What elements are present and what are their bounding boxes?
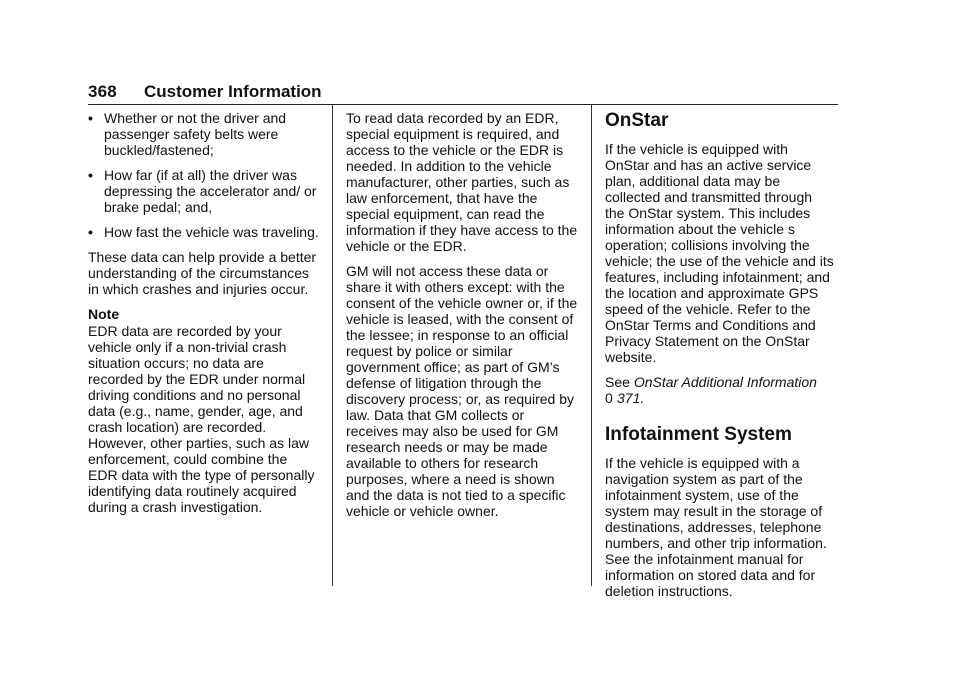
- page-ref-number[interactable]: 371.: [617, 390, 645, 406]
- bullet-text: Whether or not the driver and passenger safety belts were buckled/fastened;: [104, 110, 287, 158]
- column-2: [346, 110, 578, 528]
- bullet-item: [88, 224, 320, 240]
- see-also-reference: [605, 374, 835, 406]
- bullet-text: How far (if at all) the driver was depressing the accelerator and/ or brake pedal; and,: [104, 167, 317, 215]
- column-1: [88, 110, 320, 524]
- section-title: Customer Information: [144, 82, 322, 101]
- see-prefix: See: [605, 374, 634, 390]
- note-label: Note: [88, 306, 120, 322]
- column-divider-1: [332, 104, 333, 586]
- infotainment-heading: Infotainment System: [605, 424, 792, 445]
- bullet-item: [88, 167, 320, 215]
- body-paragraph: These data can help provide a better understanding of the circumstances in which crashes and injuries occur.: [88, 249, 317, 297]
- onstar-heading: OnStar: [605, 110, 669, 131]
- onstar-paragraph: If the vehicle is equipped with OnStar and has an active service plan, additional data may be collected and transmitted through the OnStar system. This includes information about the vehicle s operation; collisions involving the vehicle; the use of the vehicle and its features, including infotainment; and the location and approximate GPS speed of the vehicle. Refer to the OnStar Terms and Conditions and Privacy Statement on the OnStar website.: [605, 141, 834, 365]
- infotainment-paragraph: If the vehicle is equipped with a navigation system as part of the infotainment system, use of the system may result in the storage of destinations, addresses, telephone numbers, and other trip information. See the infotainment manual for information on stored data and for deletion instructions.: [605, 455, 827, 599]
- page-number: 368: [88, 82, 117, 101]
- body-paragraph: GM will not access these data or share it with others except: with the consent of the vehicle owner or, if the vehicle is leased, with the consent of the lessee; in response to an official request by police or similar government office; as part of GM’s defense of litigation through the discovery process; or, as required by law. Data that GM collects or receives may also be used for GM research needs or may be made available to others for research purposes, where a need is shown and the data is not tied to a specific vehicle or vehicle owner.: [346, 263, 578, 519]
- page-header: [88, 82, 838, 105]
- page-ref-arrow-icon: 0: [605, 390, 613, 406]
- bullet-icon: •: [88, 110, 93, 126]
- bullet-icon: •: [88, 167, 93, 183]
- note-text: EDR data are recorded by your vehicle only if a non-trivial crash situation occurs; no data are recorded by the EDR under normal driving conditions and no personal data (e.g., name, gender, age, and crash location) are recorded. However, other parties, such as law enforcement, could combine the EDR data with the type of personally identifying data routinely acquired during a crash investigation.: [88, 323, 315, 515]
- bullet-icon: •: [88, 224, 93, 240]
- onstar-additional-info-link[interactable]: OnStar Additional Information: [633, 374, 817, 390]
- column-3: [605, 110, 835, 608]
- bullet-item: [88, 110, 320, 158]
- bullet-text: How fast the vehicle was traveling.: [104, 224, 319, 240]
- body-paragraph: To read data recorded by an EDR, special equipment is required, and access to the vehicle or the EDR is needed. In addition to the vehicle manufacturer, other parties, such as law enforcement, that have the special equipment, can read the information if they have access to the vehicle or the EDR.: [346, 110, 578, 254]
- column-divider-2: [591, 104, 592, 586]
